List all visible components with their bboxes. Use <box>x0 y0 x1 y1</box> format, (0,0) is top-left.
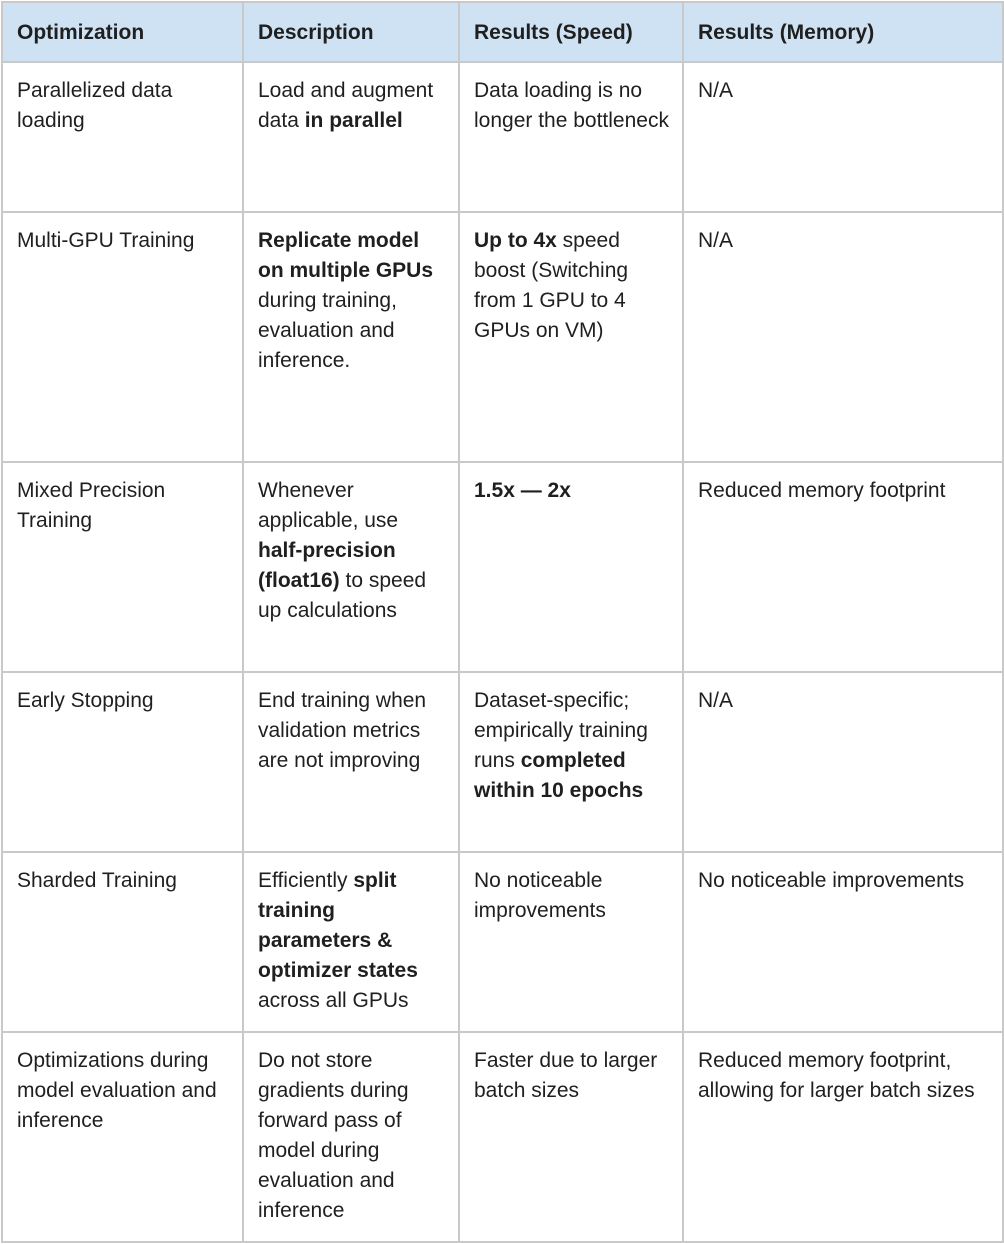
cell-text: Multi-GPU Training <box>17 229 195 252</box>
cell-results-speed <box>459 1032 683 1242</box>
table-row <box>2 212 1003 462</box>
cell-text: End training when validation metrics are not improving <box>258 689 427 772</box>
cell-text: to speed up calculations <box>258 569 427 622</box>
cell-text: Reduced memory footprint <box>698 479 946 502</box>
cell-results-memory <box>683 212 1003 462</box>
cell-results-speed <box>459 852 683 1032</box>
cell-description <box>243 212 459 462</box>
cell-text-bold: completed within 10 epochs <box>474 749 644 802</box>
cell-text-bold: in parallel <box>304 109 403 132</box>
cell-results-memory <box>683 852 1003 1032</box>
cell-results-speed <box>459 672 683 852</box>
cell-text: Early Stopping <box>17 689 154 712</box>
cell-text: No noticeable improvements <box>698 869 965 892</box>
header-results-memory: Results (Memory) <box>683 2 1003 62</box>
header-description: Description <box>243 2 459 62</box>
cell-text: Parallelized data loading <box>17 79 173 132</box>
cell-text: Do not store gradients during forward pass of model during evaluation and inference <box>258 1049 409 1222</box>
optimization-table <box>1 1 1004 1243</box>
cell-results-memory <box>683 672 1003 852</box>
cell-optimization <box>2 672 243 852</box>
cell-description <box>243 672 459 852</box>
header-results-speed: Results (Speed) <box>459 2 683 62</box>
cell-results-memory <box>683 1032 1003 1242</box>
cell-text: across all GPUs <box>258 989 409 1012</box>
cell-text: N/A <box>698 229 734 252</box>
cell-text: No noticeable improvements <box>474 869 606 922</box>
cell-optimization <box>2 852 243 1032</box>
cell-text: Reduced memory footprint, allowing for larger batch sizes <box>698 1049 975 1102</box>
table-row <box>2 62 1003 212</box>
cell-results-speed <box>459 212 683 462</box>
cell-text: Sharded Training <box>17 869 177 892</box>
cell-optimization <box>2 1032 243 1242</box>
table-header-row <box>2 2 1003 62</box>
cell-text: speed boost (Switching from 1 GPU to 4 GPUs on VM) <box>474 229 629 342</box>
cell-description <box>243 462 459 672</box>
cell-optimization <box>2 212 243 462</box>
cell-text: Efficiently <box>258 869 354 892</box>
cell-optimization <box>2 62 243 212</box>
cell-results-memory <box>683 462 1003 672</box>
cell-results-speed <box>459 62 683 212</box>
cell-description <box>243 852 459 1032</box>
cell-text-bold: Replicate model on multiple GPUs <box>258 229 434 282</box>
cell-optimization <box>2 462 243 672</box>
cell-results-speed <box>459 462 683 672</box>
cell-text-bold: half-precision (float16) <box>258 539 396 592</box>
cell-text: Data loading is no longer the bottleneck <box>474 79 669 132</box>
cell-text: N/A <box>698 79 734 102</box>
cell-text: Load and augment data <box>258 79 434 132</box>
cell-text-bold: split training parameters & optimizer states <box>258 869 418 982</box>
cell-text: Optimizations during model evaluation and inference <box>17 1049 217 1132</box>
cell-description <box>243 62 459 212</box>
cell-description <box>243 1032 459 1242</box>
cell-text: Mixed Precision Training <box>17 479 166 532</box>
cell-text: during training, evaluation and inference. <box>258 289 397 372</box>
cell-text-bold: Up to 4x <box>474 229 557 252</box>
cell-text-bold: 1.5x — 2x <box>474 479 571 502</box>
cell-text: Whenever applicable, use <box>258 479 399 532</box>
table-row <box>2 852 1003 1032</box>
cell-text: Faster due to larger batch sizes <box>474 1049 658 1102</box>
table-row <box>2 672 1003 852</box>
cell-text: N/A <box>698 689 734 712</box>
header-optimization: Optimization <box>2 2 243 62</box>
cell-results-memory <box>683 62 1003 212</box>
table-row <box>2 462 1003 672</box>
table-row <box>2 1032 1003 1242</box>
cell-text: Dataset-specific; empirically training runs <box>474 689 648 772</box>
